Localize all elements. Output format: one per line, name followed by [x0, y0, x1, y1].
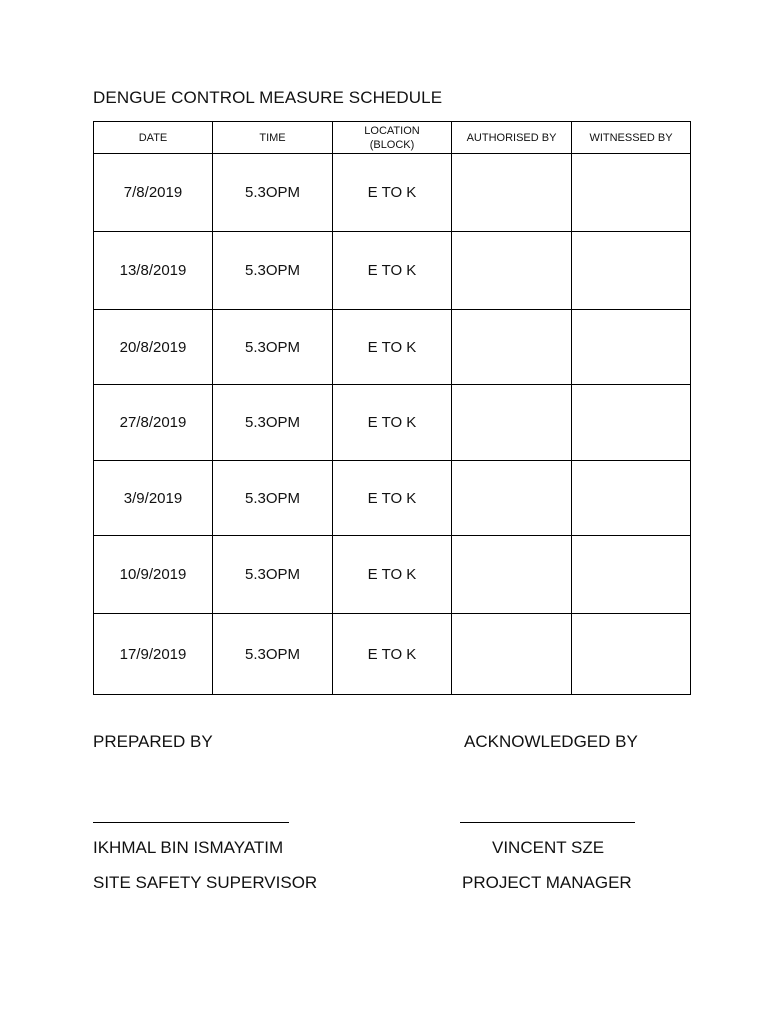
cell-date: 10/9/2019: [94, 536, 213, 614]
cell-date: 20/8/2019: [94, 310, 213, 385]
cell-authorised-by: [452, 385, 572, 461]
cell-witnessed-by: [572, 154, 691, 232]
cell-location: E TO K: [333, 310, 452, 385]
table-row: [94, 154, 691, 232]
cell-time: 5.3OPM: [213, 154, 333, 232]
cell-authorised-by: [452, 461, 572, 536]
cell-witnessed-by: [572, 614, 691, 695]
cell-date: 7/8/2019: [94, 154, 213, 232]
header-location: [333, 122, 452, 154]
cell-time: 5.3OPM: [213, 461, 333, 536]
cell-authorised-by: [452, 154, 572, 232]
table-row: [94, 461, 691, 536]
cell-witnessed-by: [572, 536, 691, 614]
cell-date: 13/8/2019: [94, 232, 213, 310]
table-row: [94, 385, 691, 461]
header-witnessed-by: WITNESSED BY: [572, 122, 691, 154]
cell-authorised-by: [452, 310, 572, 385]
header-date: DATE: [94, 122, 213, 154]
prepared-by-signature-line: [93, 822, 289, 823]
cell-location: E TO K: [333, 154, 452, 232]
cell-time: 5.3OPM: [213, 614, 333, 695]
table-row: [94, 536, 691, 614]
cell-authorised-by: [452, 232, 572, 310]
acknowledged-by-label: ACKNOWLEDGED BY: [464, 732, 638, 751]
header-authorised-by: AUTHORISED BY: [452, 122, 572, 154]
cell-location: E TO K: [333, 614, 452, 695]
header-location-line2: (BLOCK): [369, 138, 415, 151]
cell-witnessed-by: [572, 310, 691, 385]
cell-time: 5.3OPM: [213, 536, 333, 614]
cell-witnessed-by: [572, 232, 691, 310]
cell-witnessed-by: [572, 385, 691, 461]
cell-date: 27/8/2019: [94, 385, 213, 461]
acknowledged-by-name: VINCENT SZE: [492, 838, 605, 857]
cell-authorised-by: [452, 614, 572, 695]
prepared-by-role: SITE SAFETY SUPERVISOR: [93, 873, 318, 892]
cell-location: E TO K: [333, 461, 452, 536]
table-row: [94, 232, 691, 310]
schedule-table: [93, 121, 691, 695]
cell-witnessed-by: [572, 461, 691, 536]
prepared-by-name: IKHMAL BIN ISMAYATIM: [93, 838, 284, 857]
header-time: TIME: [213, 122, 333, 154]
cell-time: 5.3OPM: [213, 232, 333, 310]
table-row: [94, 614, 691, 695]
acknowledged-by-signature-line: [460, 822, 635, 823]
cell-authorised-by: [452, 536, 572, 614]
cell-location: E TO K: [333, 536, 452, 614]
cell-date: 3/9/2019: [94, 461, 213, 536]
cell-time: 5.3OPM: [213, 385, 333, 461]
document-title: DENGUE CONTROL MEASURE SCHEDULE: [93, 88, 443, 107]
cell-location: E TO K: [333, 232, 452, 310]
table-header-row: [94, 122, 691, 154]
header-location-line1: LOCATION: [364, 124, 420, 137]
cell-date: 17/9/2019: [94, 614, 213, 695]
prepared-by-label: PREPARED BY: [93, 732, 213, 751]
cell-time: 5.3OPM: [213, 310, 333, 385]
cell-location: E TO K: [333, 385, 452, 461]
acknowledged-by-role: PROJECT MANAGER: [462, 873, 632, 892]
table-row: [94, 310, 691, 385]
